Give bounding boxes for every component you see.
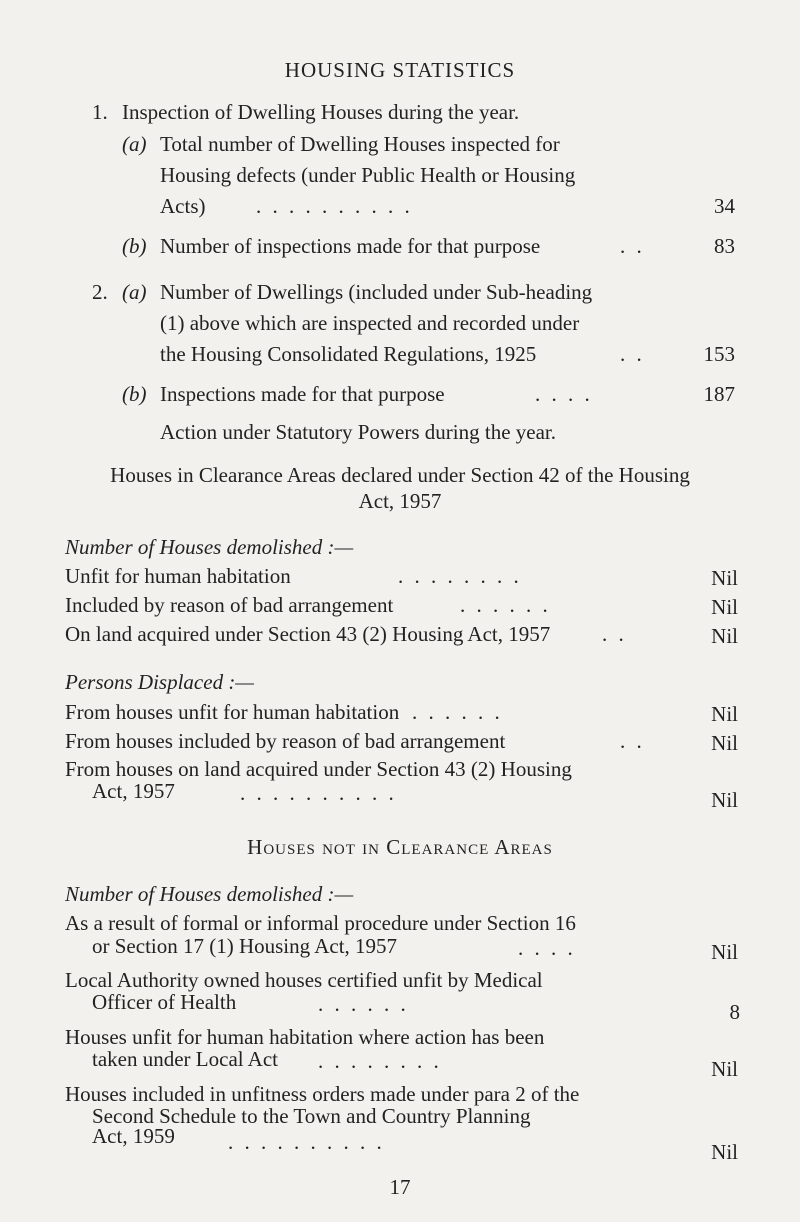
row-value: Nil xyxy=(711,624,738,648)
row-text: From houses on land acquired under Section 43 (2) Housing xyxy=(65,757,572,781)
row-dots: . . . . . . . . xyxy=(398,564,522,588)
row-value: Nil xyxy=(711,1140,738,1164)
row-text-continued: taken under Local Act xyxy=(92,1047,279,1071)
clearance-heading-line-2: Act, 1957 xyxy=(358,489,442,513)
row-text-continued: Second Schedule to the Town and Country Planning xyxy=(92,1104,531,1128)
row-dots: . . . . . . . . . . xyxy=(228,1130,385,1154)
section-2b-dots: . . . . xyxy=(535,382,593,406)
row-dots: . . . . . . . . . . xyxy=(240,781,397,805)
row-value: Nil xyxy=(711,702,738,726)
section-2b-value: 187 xyxy=(703,382,735,406)
section-2a-dots: . . xyxy=(620,342,645,366)
displaced-heading: Persons Displaced :— xyxy=(65,670,254,694)
clearance-demolished-heading: Number of Houses demolished :— xyxy=(65,535,354,559)
row-text-continued: or Section 17 (1) Housing Act, 1957 xyxy=(92,934,398,958)
row-text: Local Authority owned houses certified unfit by Medical xyxy=(65,968,543,992)
clearance-heading-line-1: Houses in Clearance Areas declared under Section 42 of the Housing xyxy=(110,463,690,487)
section-2-number: 2. xyxy=(92,280,108,304)
section-1-heading: Inspection of Dwelling Houses during the year. xyxy=(122,100,520,124)
row-value: 8 xyxy=(729,1000,740,1024)
row-value: Nil xyxy=(711,731,738,755)
section-1a-label: (a) xyxy=(122,132,147,156)
section-1b-value: 83 xyxy=(714,234,735,258)
section-1b-text: Number of inspections made for that purpose xyxy=(160,234,541,258)
row-dots: . . . . . . . . xyxy=(318,1049,442,1073)
row-dots: . . . . . . xyxy=(460,593,551,617)
section-2a-line-1: Number of Dwellings (included under Sub-heading xyxy=(160,280,593,304)
row-dots: . . xyxy=(620,729,645,753)
section-2b-label: (b) xyxy=(122,382,147,406)
section-1a-line-1: Total number of Dwelling Houses inspected for xyxy=(160,132,560,156)
section-2a-label: (a) xyxy=(122,280,147,304)
row-text: On land acquired under Section 43 (2) Housing Act, 1957 xyxy=(65,622,551,646)
action-heading: Action under Statutory Powers during the year. xyxy=(160,420,557,444)
row-text: Included by reason of bad arrangement xyxy=(65,593,394,617)
row-text-continued: Officer of Health xyxy=(92,990,237,1014)
section-1-number: 1. xyxy=(92,100,108,124)
row-text: Unfit for human habitation xyxy=(65,564,291,588)
section-2a-value: 153 xyxy=(703,342,735,366)
section-1a-value: 34 xyxy=(714,194,735,218)
row-text: Houses unfit for human habitation where action has been xyxy=(65,1025,545,1049)
row-value: Nil xyxy=(711,595,738,619)
row-value: Nil xyxy=(711,566,738,590)
row-text: As a result of formal or informal procedure under Section 16 xyxy=(65,911,576,935)
section-2b-text: Inspections made for that purpose xyxy=(160,382,445,406)
not-clearance-heading: Houses not in Clearance Areas xyxy=(247,835,553,859)
row-value: Nil xyxy=(711,1057,738,1081)
row-text-continued: Act, 1959 xyxy=(92,1124,175,1148)
row-text: From houses included by reason of bad arrangement xyxy=(65,729,506,753)
section-1a-dots: . . . . . . . . . . xyxy=(256,194,413,218)
section-2a-line-3: the Housing Consolidated Regulations, 1925 xyxy=(160,342,537,366)
row-dots: . . . . xyxy=(518,936,576,960)
row-dots: . . . . . . xyxy=(412,700,503,724)
section-2a-line-2: (1) above which are inspected and recorded under xyxy=(160,311,580,335)
row-dots: . . . . . . xyxy=(318,992,409,1016)
row-value: Nil xyxy=(711,788,738,812)
row-text: Houses included in unfitness orders made under para 2 of the xyxy=(65,1082,580,1106)
section-1b-dots: . . xyxy=(620,234,645,258)
page-number: 17 xyxy=(389,1175,411,1199)
row-value: Nil xyxy=(711,940,738,964)
row-text-continued: Act, 1957 xyxy=(92,779,175,803)
not-clearance-demolished-heading: Number of Houses demolished :— xyxy=(65,882,354,906)
page-title: HOUSING STATISTICS xyxy=(284,58,516,82)
section-1b-label: (b) xyxy=(122,234,147,258)
row-dots: . . xyxy=(602,622,627,646)
row-text: From houses unfit for human habitation xyxy=(65,700,400,724)
section-1a-line-3: Acts) xyxy=(160,194,206,218)
section-1a-line-2: Housing defects (under Public Health or Housing xyxy=(160,163,576,187)
